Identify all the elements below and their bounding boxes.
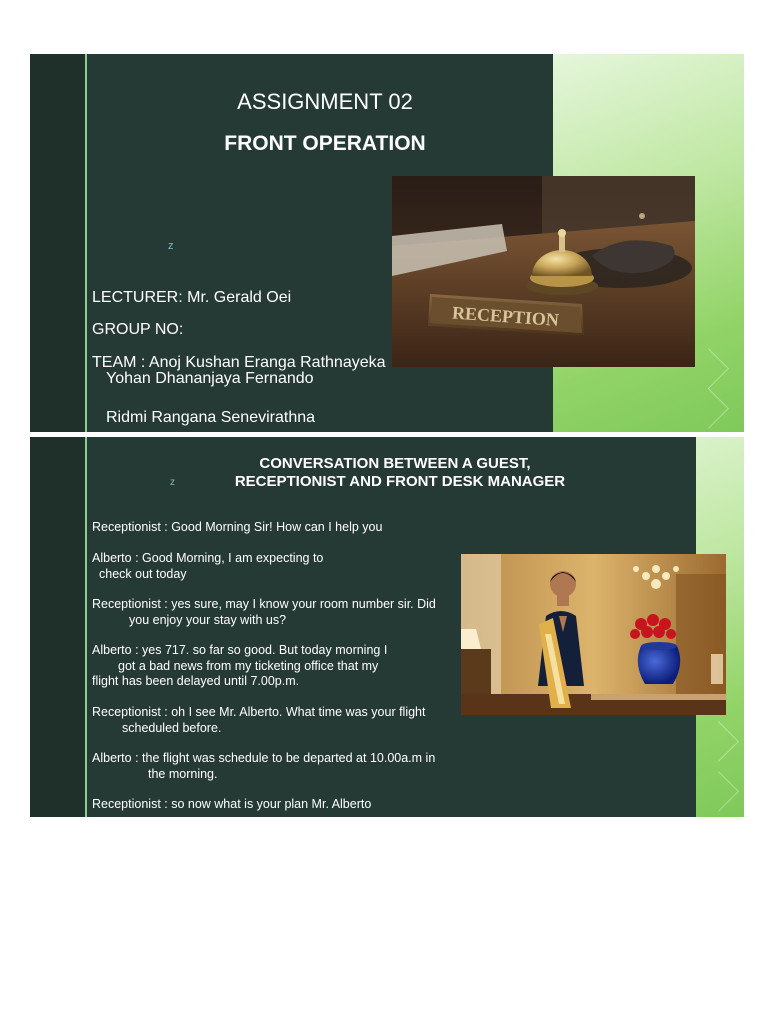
dialogue-line: Alberto : the flight was schedule to be departed at 10.00a.m in (92, 751, 436, 765)
slide-title: ASSIGNMENT 02 (237, 89, 413, 114)
dialogue-line: Alberto : Good Morning, I am expecting to (92, 551, 324, 565)
receptionist-greeting-photo (461, 554, 726, 715)
chevron-decoration-icon (698, 771, 739, 812)
group-line: GROUP NO: (92, 321, 184, 338)
dialogue-line: got a bad news from my ticketing office that my (118, 659, 379, 673)
z-mark: z (168, 240, 174, 252)
slide-subtitle: FRONT OPERATION (224, 132, 426, 155)
dialogue-line: Receptionist : oh I see Mr. Alberto. What time was your flight (92, 705, 426, 719)
dialogue-line: the morning. (148, 767, 218, 781)
dialogue-line: Receptionist : yes sure, may I know your room number sir. Did (92, 597, 436, 611)
conversation-heading-line-1: CONVERSATION BETWEEN A GUEST, (259, 455, 531, 472)
dialogue-line: check out today (99, 567, 187, 581)
dialogue-line: Receptionist : Good Morning Sir! How can I help you (92, 520, 383, 534)
dialogue-line: Receptionist : so now what is your plan Mr. Alberto (92, 797, 372, 811)
left-side-bar (30, 437, 85, 817)
dialogue-line: you enjoy your stay with us? (129, 613, 287, 627)
dialogue-line: Alberto : yes 717. so far so good. But today morning I (92, 643, 388, 657)
slide-2 (30, 437, 744, 817)
reception-bell-photo (392, 176, 695, 367)
dialogue-line: flight has been delayed until 7.00p.m. (92, 674, 300, 688)
z-mark: z (170, 477, 175, 488)
team-line-2: Yohan Dhananjaya Fernando (106, 370, 314, 387)
slide-1 (30, 54, 744, 432)
team-line-1: TEAM : Anoj Kushan Eranga Rathnayeka (92, 354, 386, 371)
lecturer-line: LECTURER: Mr. Gerald Oei (92, 289, 292, 306)
dialogue-line: scheduled before. (122, 721, 222, 735)
reception-sign-text: RECEPTION (451, 302, 560, 330)
team-line-3: Ridmi Rangana Senevirathna (106, 409, 316, 426)
chevron-decoration-icon (698, 721, 739, 762)
conversation-heading-line-2: RECEPTIONIST AND FRONT DESK MANAGER (234, 473, 566, 490)
chevron-decoration-icon (688, 388, 729, 429)
